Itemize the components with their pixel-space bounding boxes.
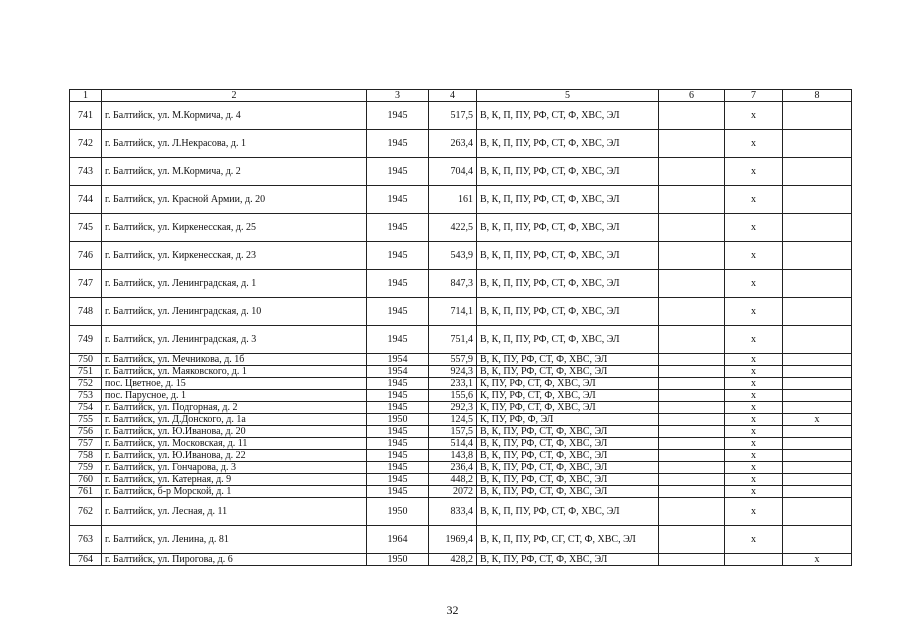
column-7-cell: х [725,326,783,354]
column-header: 4 [429,90,477,102]
systems-cell: В, К, П, ПУ, РФ, СТ, Ф, ХВС, ЭЛ [477,214,659,242]
systems-cell: В, К, ПУ, РФ, СТ, Ф, ХВС, ЭЛ [477,438,659,450]
column-8-cell [783,298,852,326]
column-8-cell [783,354,852,366]
column-8-cell [783,426,852,438]
column-6-cell [659,186,725,214]
row-number-cell: 745 [70,214,102,242]
year-cell: 1945 [367,130,429,158]
column-8-cell [783,378,852,390]
column-6-cell [659,474,725,486]
area-cell: 2072 [429,486,477,498]
address-cell: г. Балтийск, ул. Ю.Иванова, д. 22 [102,450,367,462]
table-row [70,366,852,378]
table-row [70,270,852,298]
row-number-cell: 756 [70,426,102,438]
systems-cell: В, К, ПУ, РФ, СТ, Ф, ХВС, ЭЛ [477,486,659,498]
address-cell: г. Балтийск, ул. Киркенесская, д. 23 [102,242,367,270]
table-row [70,526,852,554]
area-cell: 448,2 [429,474,477,486]
column-header: 8 [783,90,852,102]
table-row [70,378,852,390]
column-6-cell [659,326,725,354]
column-8-cell [783,366,852,378]
systems-cell: В, К, ПУ, РФ, СТ, Ф, ХВС, ЭЛ [477,354,659,366]
table-row [70,326,852,354]
area-cell: 704,4 [429,158,477,186]
row-number-cell: 764 [70,554,102,566]
column-7-cell: х [725,186,783,214]
column-8-cell [783,526,852,554]
address-cell: г. Балтийск, ул. М.Кормича, д. 2 [102,158,367,186]
table-row [70,450,852,462]
systems-cell: К, ПУ, РФ, СТ, Ф, ХВС, ЭЛ [477,402,659,414]
row-number-cell: 744 [70,186,102,214]
year-cell: 1945 [367,486,429,498]
column-8-cell [783,326,852,354]
column-6-cell [659,526,725,554]
column-header: 2 [102,90,367,102]
table-row [70,414,852,426]
column-6-cell [659,414,725,426]
year-cell: 1950 [367,414,429,426]
table-row [70,186,852,214]
year-cell: 1945 [367,438,429,450]
address-cell: г. Балтийск, ул. Московская, д. 11 [102,438,367,450]
column-8-cell [783,158,852,186]
area-cell: 924,3 [429,366,477,378]
systems-cell: В, К, П, ПУ, РФ, СТ, Ф, ХВС, ЭЛ [477,130,659,158]
address-cell: г. Балтийск, ул. Пирогова, д. 6 [102,554,367,566]
row-number-cell: 763 [70,526,102,554]
area-cell: 422,5 [429,214,477,242]
column-7-cell: х [725,270,783,298]
area-cell: 751,4 [429,326,477,354]
year-cell: 1945 [367,326,429,354]
year-cell: 1945 [367,158,429,186]
area-cell: 514,4 [429,438,477,450]
row-number-cell: 751 [70,366,102,378]
address-cell: г. Балтийск, ул. Ленина, д. 81 [102,526,367,554]
table-row [70,242,852,270]
systems-cell: К, ПУ, РФ, СТ, Ф, ХВС, ЭЛ [477,390,659,402]
column-6-cell [659,214,725,242]
column-7-cell: х [725,426,783,438]
column-header: 1 [70,90,102,102]
row-number-cell: 746 [70,242,102,270]
systems-cell: В, К, П, ПУ, РФ, СТ, Ф, ХВС, ЭЛ [477,102,659,130]
column-8-cell [783,474,852,486]
row-number-cell: 748 [70,298,102,326]
address-cell: г. Балтийск, ул. Ленинградская, д. 10 [102,298,367,326]
column-8-cell [783,498,852,526]
systems-cell: В, К, ПУ, РФ, СТ, Ф, ХВС, ЭЛ [477,474,659,486]
column-6-cell [659,130,725,158]
column-6-cell [659,554,725,566]
year-cell: 1954 [367,366,429,378]
column-7-cell: х [725,450,783,462]
year-cell: 1945 [367,298,429,326]
address-cell: г. Балтийск, ул. Подгорная, д. 2 [102,402,367,414]
column-8-cell [783,402,852,414]
year-cell: 1945 [367,242,429,270]
row-number-cell: 743 [70,158,102,186]
row-number-cell: 760 [70,474,102,486]
table-row [70,298,852,326]
area-cell: 233,1 [429,378,477,390]
table-row [70,102,852,130]
area-cell: 847,3 [429,270,477,298]
table-row [70,462,852,474]
column-6-cell [659,426,725,438]
column-6-cell [659,354,725,366]
column-7-cell: х [725,130,783,158]
column-header: 7 [725,90,783,102]
column-6-cell [659,402,725,414]
column-6-cell [659,498,725,526]
column-7-cell: х [725,438,783,450]
systems-cell: В, К, П, ПУ, РФ, СТ, Ф, ХВС, ЭЛ [477,158,659,186]
address-cell: пос. Цветное, д. 15 [102,378,367,390]
systems-cell: В, К, ПУ, РФ, СТ, Ф, ХВС, ЭЛ [477,462,659,474]
column-8-cell [783,214,852,242]
year-cell: 1945 [367,390,429,402]
year-cell: 1950 [367,554,429,566]
systems-cell: В, К, ПУ, РФ, СТ, Ф, ХВС, ЭЛ [477,426,659,438]
column-8-cell [783,486,852,498]
address-cell: г. Балтийск, ул. Мечникова, д. 1б [102,354,367,366]
address-cell: г. Балтийск, б-р Морской, д. 1 [102,486,367,498]
column-7-cell: х [725,402,783,414]
column-7-cell: х [725,214,783,242]
row-number-cell: 755 [70,414,102,426]
column-8-cell: х [783,414,852,426]
column-7-cell: х [725,498,783,526]
address-cell: г. Балтийск, ул. Л.Некрасова, д. 1 [102,130,367,158]
column-6-cell [659,366,725,378]
table-row [70,390,852,402]
column-6-cell [659,438,725,450]
area-cell: 833,4 [429,498,477,526]
address-cell: г. Балтийск, ул. Д.Донского, д. 1а [102,414,367,426]
row-number-cell: 758 [70,450,102,462]
table-row [70,426,852,438]
year-cell: 1945 [367,450,429,462]
row-number-cell: 750 [70,354,102,366]
column-7-cell: х [725,378,783,390]
systems-cell: В, К, П, ПУ, РФ, СТ, Ф, ХВС, ЭЛ [477,270,659,298]
column-8-cell [783,438,852,450]
area-cell: 143,8 [429,450,477,462]
column-7-cell: х [725,462,783,474]
column-7-cell: х [725,366,783,378]
year-cell: 1954 [367,354,429,366]
column-7-cell: х [725,242,783,270]
area-cell: 161 [429,186,477,214]
address-cell: г. Балтийск, ул. Красной Армии, д. 20 [102,186,367,214]
table-row [70,554,852,566]
address-cell: пос. Парусное, д. 1 [102,390,367,402]
row-number-cell: 753 [70,390,102,402]
column-8-cell [783,390,852,402]
year-cell: 1945 [367,462,429,474]
row-number-cell: 754 [70,402,102,414]
row-number-cell: 759 [70,462,102,474]
column-8-cell [783,186,852,214]
address-cell: г. Балтийск, ул. Лесная, д. 11 [102,498,367,526]
year-cell: 1964 [367,526,429,554]
systems-cell: В, К, П, ПУ, РФ, СГ, СТ, Ф, ХВС, ЭЛ [477,526,659,554]
table-row [70,158,852,186]
area-cell: 155,6 [429,390,477,402]
column-7-cell: х [725,158,783,186]
row-number-cell: 752 [70,378,102,390]
table-row [70,130,852,158]
address-cell: г. Балтийск, ул. Киркенесская, д. 25 [102,214,367,242]
column-7-cell: х [725,390,783,402]
column-header: 6 [659,90,725,102]
row-number-cell: 762 [70,498,102,526]
column-6-cell [659,158,725,186]
area-cell: 543,9 [429,242,477,270]
systems-cell: К, ПУ, РФ, СТ, Ф, ХВС, ЭЛ [477,378,659,390]
column-6-cell [659,450,725,462]
column-7-cell: х [725,298,783,326]
table-row [70,498,852,526]
row-number-cell: 741 [70,102,102,130]
row-number-cell: 761 [70,486,102,498]
area-cell: 292,3 [429,402,477,414]
column-7-cell: х [725,354,783,366]
column-6-cell [659,102,725,130]
year-cell: 1945 [367,214,429,242]
column-6-cell [659,298,725,326]
year-cell: 1945 [367,402,429,414]
row-number-cell: 747 [70,270,102,298]
column-header: 5 [477,90,659,102]
table-row [70,474,852,486]
address-cell: г. Балтийск, ул. Ленинградская, д. 1 [102,270,367,298]
column-8-cell: х [783,554,852,566]
column-7-cell: х [725,414,783,426]
year-cell: 1945 [367,102,429,130]
row-number-cell: 742 [70,130,102,158]
address-cell: г. Балтийск, ул. Ленинградская, д. 3 [102,326,367,354]
area-cell: 263,4 [429,130,477,158]
table-row [70,214,852,242]
address-cell: г. Балтийск, ул. М.Кормича, д. 4 [102,102,367,130]
year-cell: 1945 [367,186,429,214]
column-8-cell [783,130,852,158]
area-cell: 236,4 [429,462,477,474]
systems-cell: В, К, П, ПУ, РФ, СТ, Ф, ХВС, ЭЛ [477,498,659,526]
systems-cell: В, К, П, ПУ, РФ, СТ, Ф, ХВС, ЭЛ [477,326,659,354]
row-number-cell: 749 [70,326,102,354]
row-number-cell: 757 [70,438,102,450]
column-6-cell [659,378,725,390]
column-7-cell: х [725,486,783,498]
column-6-cell [659,390,725,402]
area-cell: 157,5 [429,426,477,438]
year-cell: 1945 [367,426,429,438]
area-cell: 124,5 [429,414,477,426]
area-cell: 517,5 [429,102,477,130]
housing-table [69,89,852,566]
systems-cell: В, К, ПУ, РФ, СТ, Ф, ХВС, ЭЛ [477,366,659,378]
systems-cell: К, ПУ, РФ, Ф, ЭЛ [477,414,659,426]
year-cell: 1945 [367,378,429,390]
column-6-cell [659,270,725,298]
area-cell: 1969,4 [429,526,477,554]
year-cell: 1950 [367,498,429,526]
page-number: 32 [446,603,459,617]
table-row [70,486,852,498]
table-header-row [70,90,852,102]
column-6-cell [659,486,725,498]
column-7-cell [725,554,783,566]
systems-cell: В, К, П, ПУ, РФ, СТ, Ф, ХВС, ЭЛ [477,242,659,270]
table-row [70,402,852,414]
column-8-cell [783,462,852,474]
systems-cell: В, К, П, ПУ, РФ, СТ, Ф, ХВС, ЭЛ [477,298,659,326]
column-6-cell [659,242,725,270]
column-7-cell: х [725,526,783,554]
year-cell: 1945 [367,474,429,486]
column-header: 3 [367,90,429,102]
address-cell: г. Балтийск, ул. Ю.Иванова, д. 20 [102,426,367,438]
area-cell: 557,9 [429,354,477,366]
year-cell: 1945 [367,270,429,298]
address-cell: г. Балтийск, ул. Катерная, д. 9 [102,474,367,486]
address-cell: г. Балтийск, ул. Маяковского, д. 1 [102,366,367,378]
systems-cell: В, К, П, ПУ, РФ, СТ, Ф, ХВС, ЭЛ [477,186,659,214]
area-cell: 714,1 [429,298,477,326]
column-8-cell [783,102,852,130]
column-8-cell [783,450,852,462]
column-6-cell [659,462,725,474]
column-8-cell [783,270,852,298]
column-8-cell [783,242,852,270]
column-7-cell: х [725,102,783,130]
systems-cell: В, К, ПУ, РФ, СТ, Ф, ХВС, ЭЛ [477,450,659,462]
systems-cell: В, К, ПУ, РФ, СТ, Ф, ХВС, ЭЛ [477,554,659,566]
column-7-cell: х [725,474,783,486]
table-row [70,438,852,450]
table-row [70,354,852,366]
area-cell: 428,2 [429,554,477,566]
address-cell: г. Балтийск, ул. Гончарова, д. 3 [102,462,367,474]
